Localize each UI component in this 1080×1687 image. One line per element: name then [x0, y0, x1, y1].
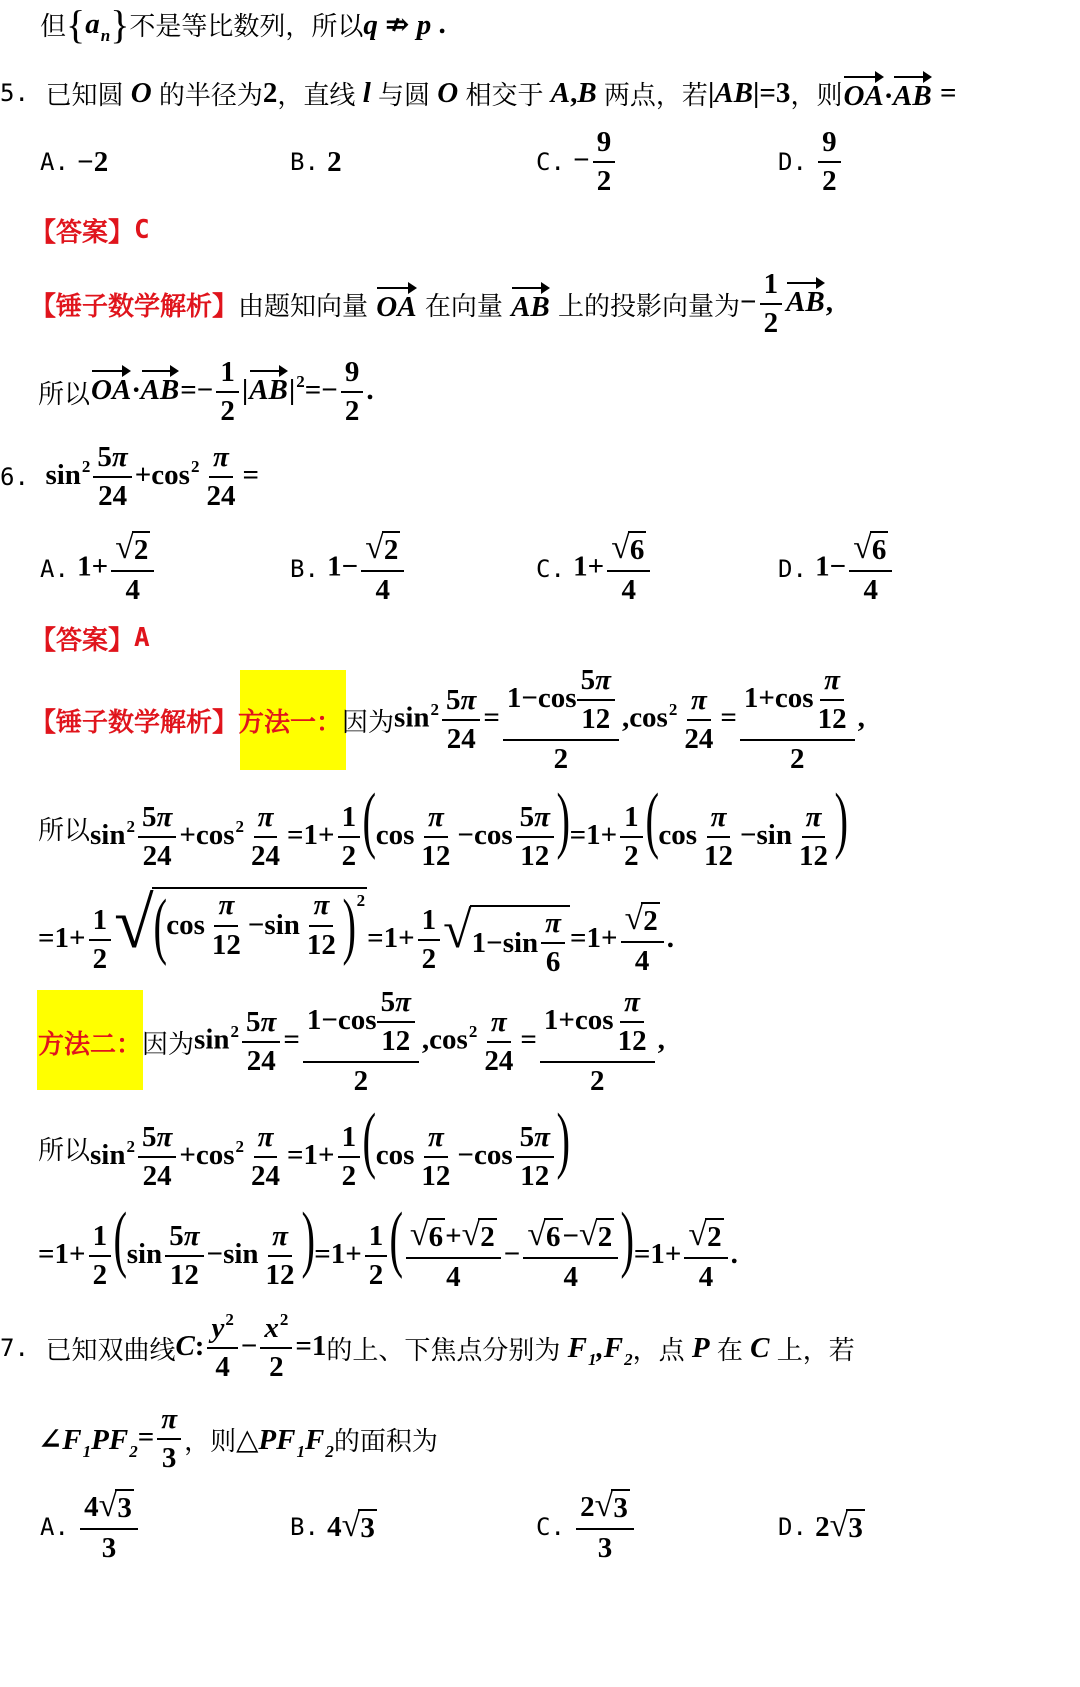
option-b[interactable]: B. 2: [290, 145, 342, 178]
question-7: 7. 已知双曲线 C: $\frac{y^2}{4}$ − $\frac{x^2}{2}$ =1 的上、下焦点分别为 $F_1,F_2$ ，点 P 在 C 上，若: [0, 1309, 855, 1383]
option-d[interactable]: D. 2 √ 3: [778, 1506, 863, 1544]
text: 但: [40, 11, 67, 42]
math-q-not-imply-p: q ⇏ p: [363, 8, 432, 41]
option-c[interactable]: C. − $\frac{9}{2}$: [536, 130, 618, 194]
line-intro: 但 { $a_n$ } 不是等比数列，所以 q ⇏ p .: [40, 1, 446, 47]
solution-6-line3: =1+ $\frac{1}{2}$ √ ( cos π 12 −sin π 12 ) 2 =1+ $\frac{1}{2}$ √ 1−sin π 6 =1+ √ 2 4 .: [38, 882, 674, 978]
solution-6-line5: 所以 $\sin^2$ $\frac{5\pi}{24}$ $+\cos^2$ $\frac{\pi}{24}$ =1+ $\frac{1}{2}$ (cos $\frac{\pi}{12}$ −cos $\frac{5\pi}{12}$ ): [38, 1098, 571, 1192]
option-c[interactable]: C. 1+ √ 6 4: [536, 534, 653, 604]
option-a[interactable]: A. 1+ √ 2 4: [40, 534, 157, 604]
text: 不是等比数列，所以: [129, 11, 364, 42]
option-d[interactable]: D. 1− √ 6 4: [778, 534, 895, 604]
solution-6-line6: =1+ $\frac{1}{2}$ (sin $\frac{5\pi}{12}$ −sin $\frac{\pi}{12}$ )=1+ $\frac{1}{2}$ ( √ 6 + √ 2 4 − √ 6 − √ 2 4 )=1+ √ 2 4 .: [38, 1197, 738, 1293]
option-a[interactable]: A. 4 √ 3 3: [40, 1492, 141, 1562]
option-d[interactable]: D. $\frac{9}{2}$: [778, 130, 844, 194]
solution-6-method1: 【锤子数学解析】 方法一： 因为 $\sin^2$ $\frac{5\pi}{24}$ = 1−cos $\frac{5\pi}{12}$ 2 $,\cos^2$ $\frac{\pi}{24}$ = 1+cos $\frac{\pi}{12}$ 2 ,: [30, 663, 865, 775]
solution-5-line1: 【锤子数学解析】 由题知向量 OA 在向量 AB 上的投影向量为 − $\frac{1}{2}$ AB,: [30, 267, 834, 339]
option-b[interactable]: B. 1− √ 2 4: [290, 534, 407, 604]
answer-5: 【答案】 C: [30, 215, 150, 248]
solution-5-line2: 所以 OA·AB=− $\frac{1}{2}$ $|AB|^2=-$ $\frac{9}{2}$ .: [38, 355, 374, 427]
option-a[interactable]: A. −2: [40, 145, 109, 178]
solution-6-method2: 方法二： 因为 $\sin^2$ $\frac{5\pi}{24}$ = 1−cos $\frac{5\pi}{12}$ 2 $,\cos^2$ $\frac{\pi}{24}$ = 1+cos $\frac{\pi}{12}$ 2 ,: [38, 985, 665, 1097]
math-dot-product: OA·AB: [842, 74, 932, 113]
question-6: 6. $\sin^2$ $\frac{5\pi}{24}$ $+\cos^2$ $\frac{\pi}{24}$ =: [0, 440, 259, 512]
question-5: 5. 已知圆 O 的半径为 2 ，直线 l 与圆 O 相交于 A , B 两点，若 |AB|=3 ，则 OA·AB =: [0, 68, 956, 118]
question-7-line2: $\angle F_1PF_2$ = $\frac{\pi}{3}$ ，则 $\triangle PF_1F_2$ 的面积为: [38, 1402, 438, 1474]
math-an: $a_n$: [85, 7, 111, 45]
option-b[interactable]: B. 4 √ 3: [290, 1506, 375, 1544]
answer-6: 【答案】 A: [30, 623, 150, 656]
math-abs-ab: |AB|=3: [707, 76, 791, 109]
option-c[interactable]: C. 2 √ 3 3: [536, 1492, 637, 1562]
solution-6-line2: 所以 $\sin^2$ $\frac{5\pi}{24}$ $+\cos^2$ $\frac{\pi}{24}$ =1+ $\frac{1}{2}$ (cos $\frac{\pi}{12}$ −cos $\frac{5\pi}{12}$ )=1+ $\frac{1}{2}$ (cos $\frac{\pi}{12}$ −sin $\frac{\pi}{12}$ ): [38, 778, 849, 872]
